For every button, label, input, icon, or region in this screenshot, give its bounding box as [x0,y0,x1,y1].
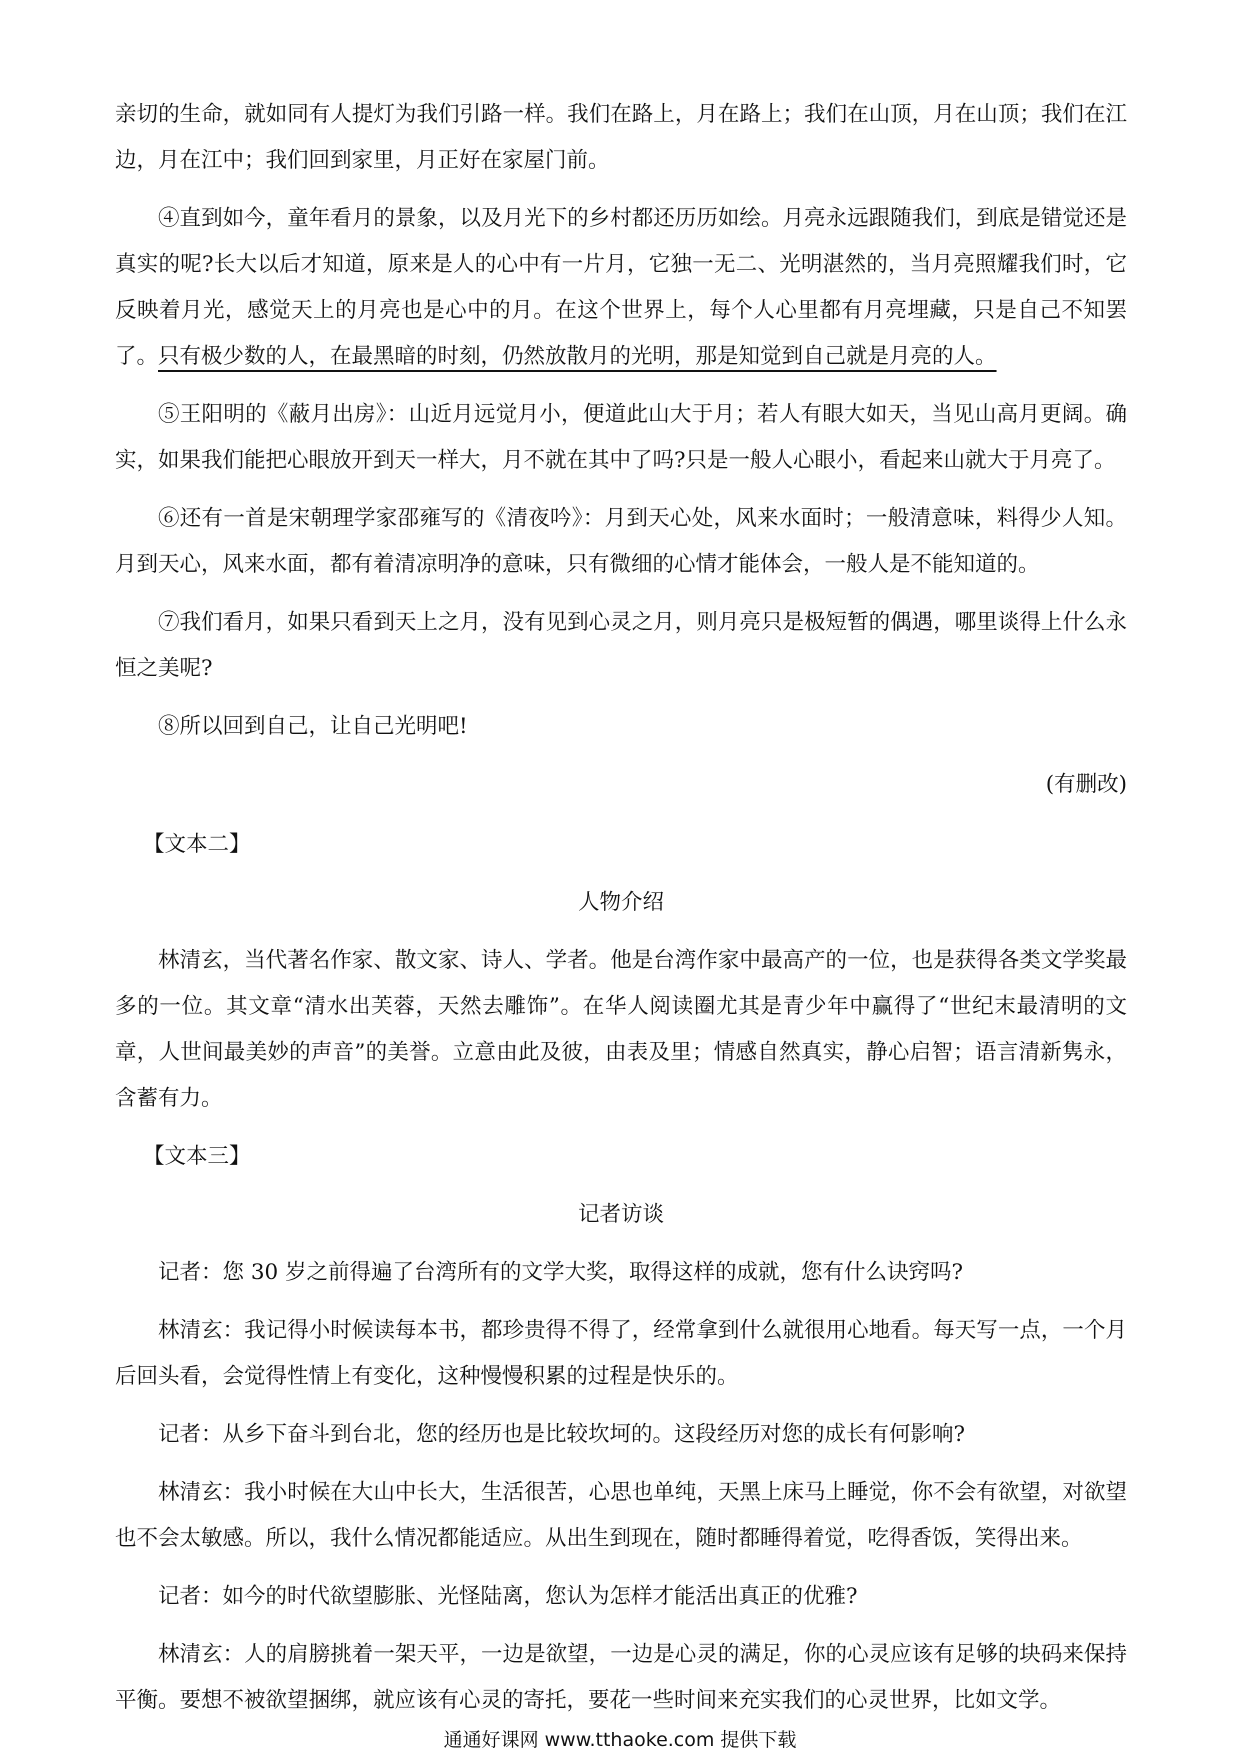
paragraph-4 [115,196,1127,380]
text3-title: 记者访谈 [577,1202,664,1227]
dialogue-line: 记者：从乡下奋斗到台北，您的经历也是比较坎坷的。这段经历对您的成长有何影响? [158,1422,966,1447]
dialogue-line: 林清玄：我小时候在大山中长大，生活很苦，心思也单纯，天黑上床马上睡觉，你不会有欲望，对欲望也不会太敏感。所以，我什么情况都能适应。从出生到现在，随时都睡得着觉，吃得香饭，笑得出来。 [115,1480,1127,1551]
paragraph-5: ⑤王阳明的《蔽月出房》：山近月远觉月小，便道此山大于月；若人有眼大如天，当见山高月更阔。确实，如果我们能把心眼放开到天一样大，月不就在其中了吗?只是一般人心眼小，看起来山就大于月亮了。 [115,402,1127,473]
dialogue-line: 林清玄：我记得小时候读每本书，都珍贵得不得了，经常拿到什么就很用心地看。每天写一点，一个月后回头看，会觉得性情上有变化，这种慢慢积累的过程是快乐的。 [115,1318,1127,1389]
text3-label: 【文本三】 [142,1144,251,1169]
edit-note: (有删改) [1045,772,1127,797]
paragraph-6: ⑥还有一首是宋朝理学家邵雍写的《清夜吟》：月到天心处，风来水面时；一般清意味，料得少人知。月到天心，风来水面，都有着清凉明净的意味，只有微细的心情才能体会，一般人是不能知道的。 [115,506,1127,577]
paragraph-7: ⑦我们看月，如果只看到天上之月，没有见到心灵之月，则月亮只是极短暂的偶遇，哪里谈得上什么永恒之美呢? [115,610,1127,681]
dialogue-line: 记者：您 30 岁之前得遍了台湾所有的文学大奖，取得这样的成就，您有什么诀窍吗? [158,1260,964,1285]
text2-body: 林清玄，当代著名作家、散文家、诗人、学者。他是台湾作家中最高产的一位，也是获得各类文学奖最多的一位。其文章“清水出芙蓉，天然去雕饰”。在华人阅读圈尤其是青少年中赢得了“世纪末最清明的文章，人世间最美妙的声音”的美誉。立意由此及彼，由表及里；情感自然真实，静心启智；语言清新隽永，含蓄有力。 [115,948,1127,1111]
paragraph-continued: 亲切的生命，就如同有人提灯为我们引路一样。我们在路上，月在路上；我们在山顶，月在山顶；我们在江边，月在江中；我们回到家里，月正好在家屋门前。 [115,102,1127,173]
text2-label: 【文本二】 [142,832,251,857]
footer-credit: 通通好课网 www.tthaoke.com 提供下载 [443,1729,797,1751]
text2-title: 人物介绍 [577,890,664,915]
paragraph-8: ⑧所以回到自己，让自己光明吧! [158,714,468,739]
underlined-sentence: 只有极少数的人，在最黑暗的时刻，仍然放散月的光明，那是知觉到自己就是月亮的人。 [158,344,997,369]
paragraph-4-text: ④直到如今，童年看月的景象，以及月光下的乡村都还历历如绘。月亮永远跟随我们，到底是错觉还是真实的呢?长大以后才知道，原来是人的心中有一片月，它独一无二、光明湛然的，当月亮照耀我们时，它反映着月光，感觉天上的月亮也是心中的月。在这个世界上，每个人心里都有月亮埋藏，只是自己不知罢了。 [115,206,1127,369]
document-page [115,92,1127,1736]
dialogue-line: 记者：如今的时代欲望膨胀、光怪陆离，您认为怎样才能活出真正的优雅? [158,1584,858,1609]
dialogue-line: 林清玄：人的肩膀挑着一架天平，一边是欲望，一边是心灵的满足，你的心灵应该有足够的块码来保持平衡。要想不被欲望捆绑，就应该有心灵的寄托，要花一些时间来充实我们的心灵世界，比如文学。 [115,1642,1127,1713]
